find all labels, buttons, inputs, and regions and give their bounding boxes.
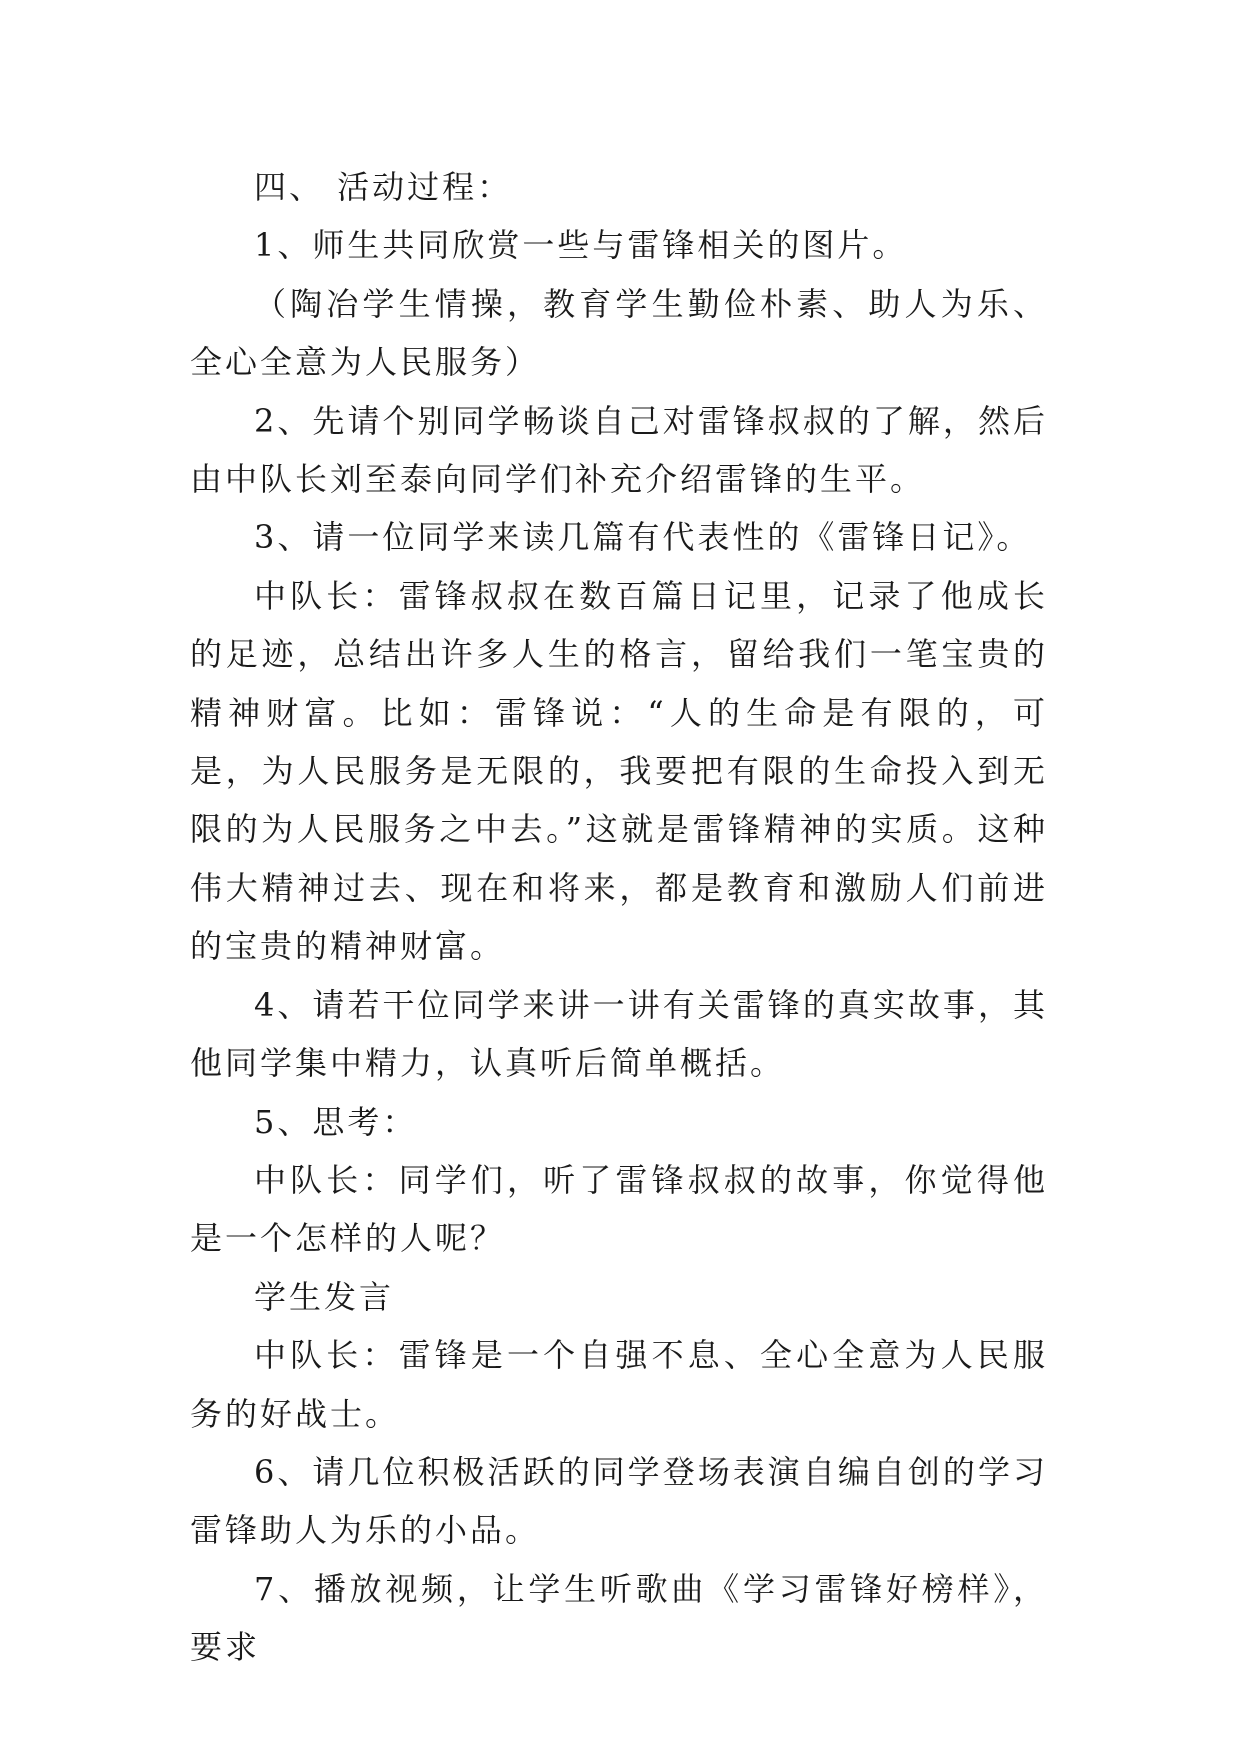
captain-question-paragraph: 中队长：同学们，听了雷锋叔叔的故事，你觉得他是一个怎样的人呢？ xyxy=(190,1160,1048,1258)
document-body xyxy=(190,158,1048,1677)
step-2-paragraph: 2、先请个别同学畅谈自己对雷锋叔叔的了解，然后由中队长刘至泰向同学们补充介绍雷锋的生平。 xyxy=(190,401,1048,499)
step-7-paragraph: 7、播放视频，让学生听歌曲《学习雷锋好榜样》，要求 xyxy=(190,1569,1048,1667)
step-3-paragraph: 3、请一位同学来读几篇有代表性的《雷锋日记》。 xyxy=(254,518,1032,557)
student-speech-paragraph: 学生发言 xyxy=(254,1277,395,1316)
section-heading: 四、 活动过程： xyxy=(254,168,513,206)
captain-speech-paragraph: 中队长：雷锋叔叔在数百篇日记里，记录了他成长的足迹，总结出许多人生的格言，留给我们一笔宝贵的精神财富。比如：雷锋说：“人的生命是有限的，可是，为人民服务是无限的，我要把有限的生命投入到无限的为人民服务之中去。”这就是雷锋精神的实质。这种伟大精神过去、现在和将来，都是教育和激励人们前进的宝贵的精神财富。 xyxy=(190,576,1048,966)
step-1-paragraph: 1、师生共同欣赏一些与雷锋相关的图片。 xyxy=(254,226,908,265)
step-5-paragraph: 5、思考： xyxy=(254,1102,418,1141)
step-1-note-paragraph: （陶冶学生情操，教育学生勤俭朴素、助人为乐、全心全意为人民服务） xyxy=(190,284,1048,382)
step-4-paragraph: 4、请若干位同学来讲一讲有关雷锋的真实故事，其他同学集中精力，认真听后简单概括。 xyxy=(190,985,1048,1083)
step-6-paragraph: 6、请几位积极活跃的同学登场表演自编自创的学习雷锋助人为乐的小品。 xyxy=(190,1452,1048,1550)
captain-summary-paragraph: 中队长：雷锋是一个自强不息、全心全意为人民服务的好战士。 xyxy=(190,1336,1048,1433)
